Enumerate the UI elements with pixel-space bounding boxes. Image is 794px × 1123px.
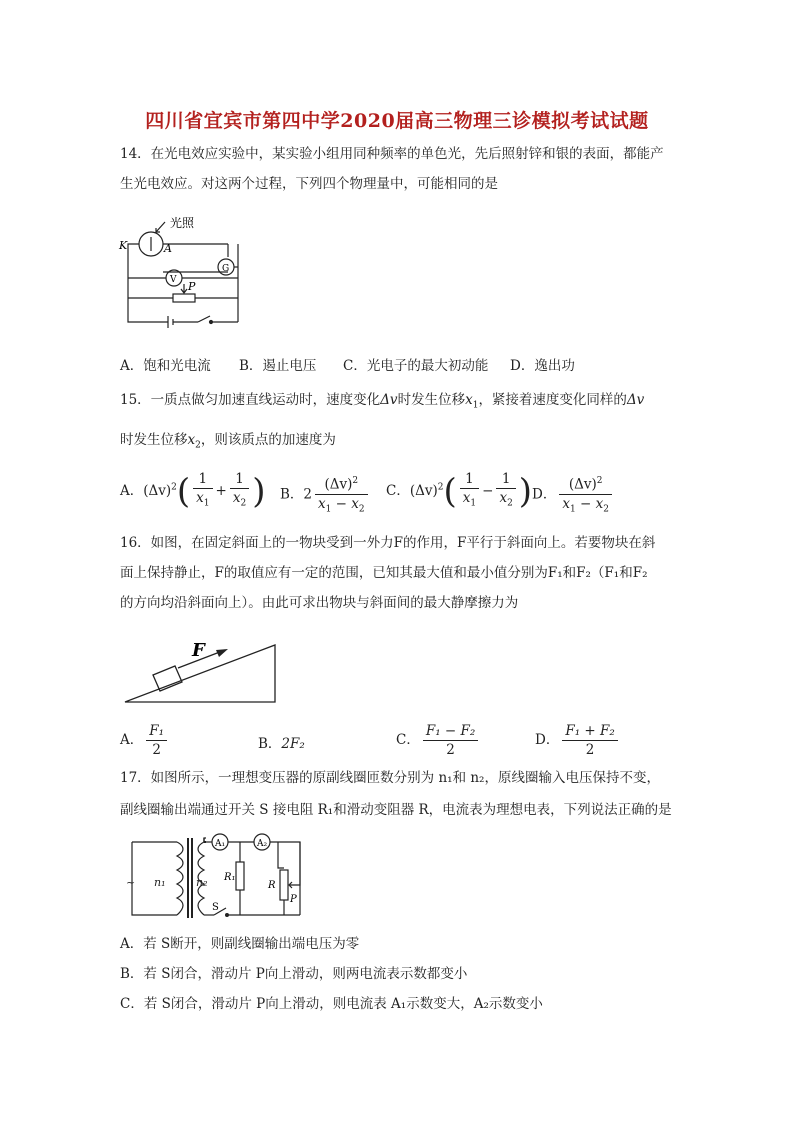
q14-option-b[interactable]: B．遏止电压 (239, 358, 317, 374)
svg-text:R: R (268, 880, 276, 891)
q16-option-c[interactable]: C． $\frac{\text{F₁ − F₂}}{2}$ (396, 722, 481, 759)
svg-text:S: S (212, 902, 219, 913)
svg-text:V: V (170, 275, 177, 285)
q17-option-c[interactable]: C．若 S闭合，滑动片 P向上滑动，则电流表 A₁示数变大，A₂示数变小 (120, 996, 543, 1012)
q16-option-b[interactable]: B．2F₂ (258, 736, 305, 752)
q14-stem-line2: 生光电效应。对这两个过程，下列四个物理量中，可能相同的是 (120, 176, 498, 192)
q16-option-d[interactable]: D． $\frac{\text{F₁ + F₂}}{2}$ (535, 722, 621, 759)
svg-text:A₁: A₁ (215, 839, 226, 849)
q17-secondary-side (200, 830, 322, 922)
q16-incline-figure (120, 630, 280, 705)
q16-option-a[interactable]: A． $\frac{\text{F₁}}{2}$ (120, 722, 170, 759)
svg-text:K: K (119, 239, 128, 252)
q17-option-a[interactable]: A．若 S断开，则副线圈输出端电压为零 (120, 936, 360, 952)
rheostat-icon (173, 294, 195, 302)
label-n2: n₂ (196, 876, 208, 889)
q14-photoelectric-circuit-figure (118, 212, 248, 332)
force-arrow-icon (216, 649, 228, 657)
q15-stem-line1: 15．一质点做匀加速直线运动时，速度变化Δv时发生位移$x_1$，紧接着速度变化同样的Δv (120, 392, 645, 411)
svg-text:A: A (164, 242, 172, 255)
q15-option-c[interactable]: C．$(\Delta v)^2$( $\frac{1}{x_1}$ − $\frac{1}{x_2}$ ) (386, 471, 533, 512)
q15-stem-line2: 时发生位移$x_2$，则该质点的加速度为 (120, 432, 336, 451)
page-title: 四川省宜宾市第四中学2020届高三物理三诊模拟考试试题 (145, 110, 649, 132)
svg-text:A₂: A₂ (257, 839, 268, 849)
q17-option-b[interactable]: B．若 S闭合，滑动片 P向上滑动，则两电流表示数都变小 (120, 966, 468, 982)
svg-text:P: P (290, 894, 297, 905)
q15-option-b[interactable]: B．2 $\frac{(\Delta v)^2}{x_1 - x_2}$ (280, 472, 371, 518)
q14-option-a[interactable]: A．饱和光电流 (120, 358, 211, 374)
q15-option-a[interactable]: A．$(\Delta v)^2$( $\frac{1}{x_1}$ + $\frac{1}{x_2}$ ) (120, 471, 266, 512)
q14-stem-line1: 14．在光电效应实验中，某实验小组用同种频率的单色光，先后照射锌和银的表面，都能产 (120, 146, 664, 162)
svg-text:P: P (188, 280, 196, 293)
label-n1: n₁ (154, 876, 166, 889)
ac-source-symbol: ~ (126, 876, 136, 889)
block-icon (153, 666, 182, 691)
q14-option-c[interactable]: C．光电子的最大初动能 (343, 358, 489, 374)
q16-stem-line2: 面上保持静止，F的取值应有一定的范围，已知其最大值和最小值分别为F₁和F₂（F₁和F₂ (120, 565, 648, 581)
q16-stem-line1: 16．如图，在固定斜面上的一物块受到一外力F的作用，F平行于斜面向上。若要物块在斜 (120, 535, 656, 551)
force-label: F (192, 640, 205, 661)
q14-option-d[interactable]: D．逸出功 (510, 358, 575, 374)
q17-stem-line2: 副线圈输出端通过开关 S 接电阻 R₁和滑动变阻器 R，电流表为理想电表，下列说法正确的是 (120, 802, 672, 818)
q17-stem-line1: 17．如图所示，一理想变压器的原副线圈匝数分别为 n₁和 n₂，原线圈输入电压保持不变， (120, 770, 660, 786)
label-light: 光照 (170, 216, 195, 230)
q16-stem-line3: 的方向均沿斜面向上）。由此可求出物块与斜面间的最大静摩擦力为 (120, 595, 519, 611)
svg-text:G: G (222, 264, 230, 274)
svg-text:R₁: R₁ (224, 872, 236, 883)
q15-option-d[interactable]: D． $\frac{(\Delta v)^2}{x_1 - x_2}$ (532, 472, 615, 518)
